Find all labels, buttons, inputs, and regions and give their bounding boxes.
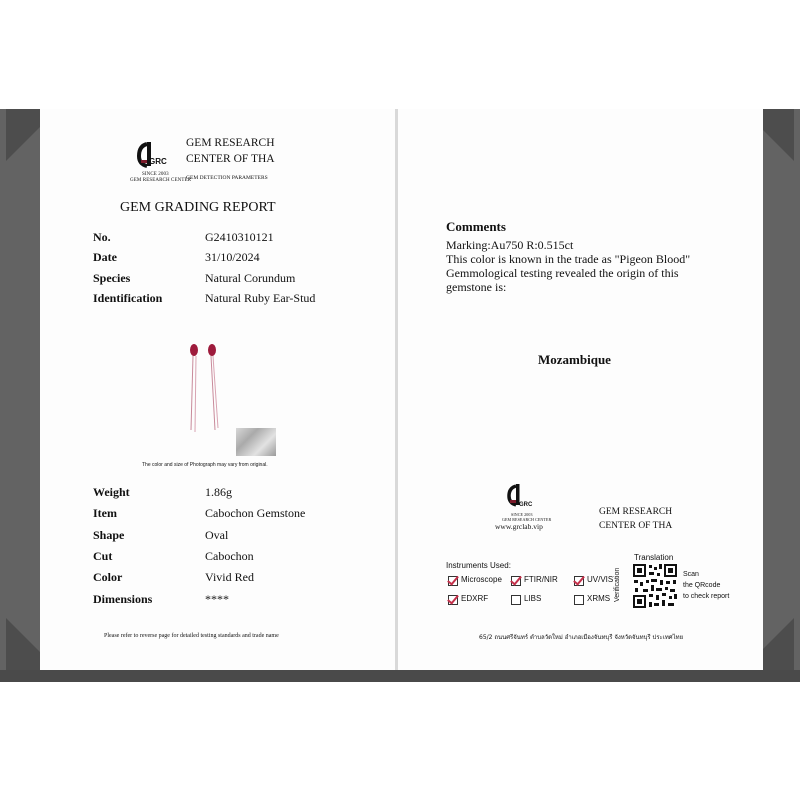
field-label-shape: Shape [93, 528, 125, 542]
qr-code-icon[interactable] [632, 563, 678, 609]
checkbox-edxrf [448, 595, 458, 605]
checkbox-microscope [448, 576, 458, 586]
instrument-uvvis: UV/VIS [587, 575, 614, 584]
comment-line-3: Gemmological testing revealed the origin of this [446, 266, 679, 280]
field-value-cut: Cabochon [205, 549, 254, 563]
address: 65/2 ถนนศรีจันทร์ ตำบลวัดใหม่ อำเภอเมืองจันทบุรี จังหวัดจันทบุรี ประเทศไทย [479, 634, 684, 641]
photo-caption: The color and size of Photograph may vary from original. [142, 462, 268, 468]
logo-since-right: SINCE 2003 [511, 512, 533, 517]
comments-title: Comments [446, 219, 506, 234]
comment-line-2: This color is known in the trade as "Pigeon Blood" [446, 252, 691, 266]
comment-line-1: Marking:Au750 R:0.515ct [446, 238, 574, 252]
translation-label: Translation [634, 553, 674, 562]
field-value-species: Natural Corundum [205, 271, 296, 285]
instrument-libs: LIBS [524, 594, 542, 603]
header-sub: GEM DETECTION PARAMETERS [186, 175, 268, 181]
field-label-dimensions: Dimensions [93, 592, 153, 606]
logo-mark-right: GRC [519, 502, 533, 508]
field-value-shape: Oval [205, 528, 229, 542]
field-value-identification: Natural Ruby Ear-Stud [205, 291, 316, 305]
field-value-no: G2410310121 [205, 230, 274, 244]
field-label-cut: Cut [93, 549, 113, 563]
grc-logo-icon [504, 483, 544, 515]
field-value-weight: 1.86g [205, 485, 232, 499]
hologram-seal [236, 428, 276, 456]
logo-center-left: GEM RESEARCH CENTER [130, 178, 192, 183]
instrument-edxrf: EDXRF [461, 594, 489, 603]
field-label-identification: Identification [93, 291, 163, 305]
field-value-color: Vivid Red [205, 570, 254, 584]
comment-line-4: gemstone is: [446, 280, 507, 294]
checkbox-xrms [574, 595, 584, 605]
origin-value: Mozambique [538, 352, 611, 367]
field-label-color: Color [93, 570, 123, 584]
instrument-ftir: FTIR/NIR [524, 575, 558, 584]
logo-since-left: SINCE 2003 [142, 172, 169, 177]
field-value-dimensions: **** [205, 592, 229, 606]
report-title: GEM GRADING REPORT [120, 200, 276, 215]
header-line2: CENTER OF THA [186, 153, 275, 165]
instruments-title: Instruments Used: [446, 561, 511, 570]
field-label-no: No. [93, 230, 111, 244]
scan-line-3: to check report [683, 593, 730, 600]
checkbox-libs [511, 595, 521, 605]
checkbox-ftir [511, 576, 521, 586]
logo-mark-left: GRC [149, 157, 167, 166]
header-line1: GEM RESEARCH [186, 137, 275, 149]
scan-line-1: Scan [683, 571, 699, 578]
gem-photo [180, 338, 230, 438]
field-label-date: Date [93, 250, 117, 264]
instrument-microscope: Microscope [461, 575, 502, 584]
instrument-xrms: XRMS [587, 594, 611, 603]
center-line1: GEM RESEARCH [599, 507, 673, 517]
field-label-item: Item [93, 506, 117, 520]
logo-center-right: GEM RESEARCH CENTER [502, 517, 552, 522]
checkbox-uvvis [574, 576, 584, 586]
field-value-item: Cabochon Gemstone [205, 506, 306, 520]
scan-line-2: the QRcode [683, 582, 721, 589]
field-label-species: Species [93, 271, 131, 285]
field-value-date: 31/10/2024 [205, 250, 260, 264]
verification-label: Verification [614, 567, 621, 602]
center-line2: CENTER OF THA [599, 521, 673, 531]
website: www.grclab.vip [495, 522, 543, 531]
field-label-weight: Weight [93, 485, 130, 499]
footer-note: Please refer to reverse page for detailed testing standards and trade name [104, 633, 279, 639]
